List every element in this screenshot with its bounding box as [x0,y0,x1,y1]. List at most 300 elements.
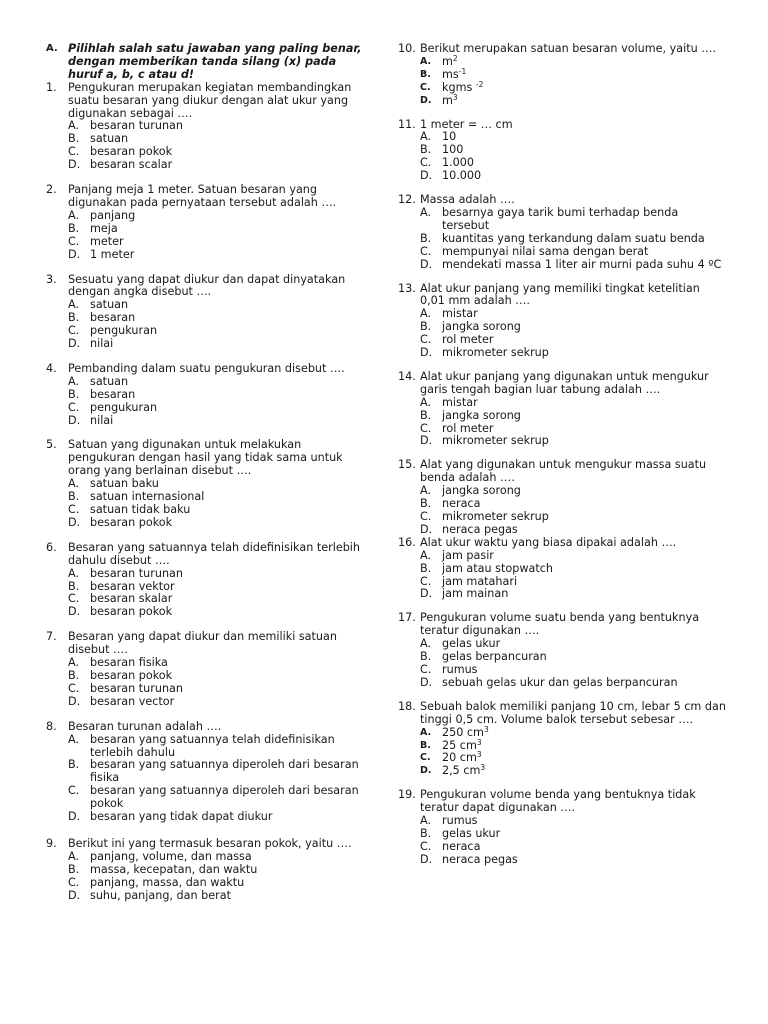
option-text-value: jangka sorong [442,484,521,498]
option-text [442,170,728,183]
question-number: 14. [398,369,416,383]
option-text [442,79,728,95]
question-number: 16. [398,535,416,549]
option-text [90,890,366,903]
option-letter: B. [68,221,80,235]
question-text: Berikut merupakan satuan besaran volume, yaitu …. [420,42,716,55]
option-text-value: meja [90,221,118,235]
question-text: Alat ukur panjang yang digunakan untuk mengukur garis tengah bagian luar tabung adalah …. [420,369,709,396]
options-list [420,308,728,360]
question-number: 17. [398,611,416,625]
question-body [420,789,728,866]
option-letter: D. [68,515,81,529]
option-letter: D. [420,346,433,360]
option-letter: A. [420,395,432,409]
option-letter: C. [420,752,431,764]
question [398,371,728,448]
option-text-value: mikrometer sekrup [442,510,549,523]
option-letter: C. [420,421,432,435]
option-text [90,696,366,709]
option-text-value: rumus [442,662,478,676]
option-text [90,325,366,338]
question [46,82,366,172]
option-superscript: -1 [458,66,467,76]
option-text [90,210,366,223]
option-letter: A. [420,548,432,562]
question-text: Alat ukur panjang yang memiliki tingkat ketelitian 0,01 mm adalah …. [420,281,700,308]
question-number: 11. [398,117,416,131]
option-text-value: neraca [442,839,481,853]
option-text [442,207,728,233]
option-text-value: 10 [442,130,457,144]
option-text-value: 20 cm [442,751,477,765]
option-text-value: gelas ukur [442,637,501,651]
option-letter: A. [68,298,80,312]
options-list [68,120,366,172]
option-letter: B. [420,408,432,422]
option-text [90,223,366,236]
question [398,537,728,602]
option-letter: D. [68,413,81,427]
option-letter: C. [68,503,80,516]
question-body [420,701,728,778]
question [398,701,728,778]
option-text-value: satuan baku [90,477,159,491]
question-body [68,542,366,619]
question [398,283,728,360]
option-letter: D. [68,810,81,824]
option-text-value: nilai [90,413,114,427]
option-letter: C. [420,81,431,93]
option-text [442,724,728,740]
question-number: 2. [46,183,57,197]
option-text-value: 2,5 cm [442,764,481,778]
option-letter: D. [68,605,81,619]
option-text [442,854,728,867]
question [398,459,728,536]
option-text-value: besaran turunan [90,681,183,695]
option-text [442,347,728,360]
option-text [90,120,366,133]
option-letter: A. [420,726,432,738]
option-text [90,415,366,428]
option-text-value: mikrometer sekrup [442,434,549,448]
question-text: Sebuah balok memiliki panjang 10 cm, lebar 5 cm dan tinggi 0,5 cm. Volume balok tersebut sebesar …. [420,699,726,726]
instruction-letter: A. [46,43,58,54]
option-text-value: suhu, panjang, dan berat [90,888,231,902]
option-text [442,435,728,448]
option-letter: D. [68,694,81,708]
option-text [442,92,728,108]
question-text: 1 meter = … cm [420,117,513,131]
option-text-value: satuan [90,374,129,388]
options-list [68,851,366,903]
option-letter: C. [420,156,432,170]
question [46,274,366,351]
question-number: 13. [398,281,416,295]
option-letter: A. [68,208,80,222]
option-letter: B. [68,668,80,682]
option-text-value: mistar [442,395,478,409]
option-text [90,734,366,760]
question-text: Besaran turunan adalah …. [68,719,222,733]
options-list [420,131,728,183]
question-body [68,274,366,351]
option-text-value: jam mainan [442,587,509,601]
question-text: Alat ukur waktu yang biasa dipakai adalah …. [420,535,677,549]
option-letter: B. [420,320,432,334]
answer-option [420,677,728,690]
option-text-value: m [442,54,453,68]
option-text-value: panjang, volume, dan massa [90,849,252,863]
question-body [68,631,366,708]
option-superscript: 3 [476,737,482,747]
question-text: Panjang meja 1 meter. Satuan besaran yang digunakan pada pernyataan tersebut adalah …. [68,183,337,209]
option-text-value: 100 [442,143,464,157]
option-text-value: besaran pokok [90,605,173,619]
option-text [90,759,366,785]
option-letter: B. [420,68,431,80]
answer-option [68,159,366,172]
option-letter: C. [420,510,432,523]
option-letter: D. [420,765,432,777]
question-text: Satuan yang digunakan untuk melakukan pengukuran dengan hasil yang tidak sama untuk orang yang berlainan disebut …. [68,438,343,478]
options-list [420,550,728,602]
option-text-value: ms [442,67,459,81]
option-text [442,765,728,778]
option-text-value: satuan [90,298,129,312]
answer-option [68,517,366,530]
option-text-value: besaran turunan [90,119,183,133]
option-text [442,651,728,664]
instruction-text: Pilihlah salah satu jawaban yang paling benar, dengan memberikan tanda silang (x) pada huruf a, b, c atau d! [68,42,362,81]
options-list [68,568,366,620]
option-text [442,144,728,157]
option-text-value: gelas berpancuran [442,650,547,664]
option-text-value: satuan tidak baku [90,503,191,516]
options-list [68,478,366,530]
option-letter: A. [68,477,80,491]
question-number: 7. [46,630,57,644]
question [46,721,366,824]
answer-option [68,785,366,811]
option-text-value: rol meter [442,421,494,435]
option-letter: B. [68,862,80,876]
option-text-value: 250 cm [442,725,484,739]
option-letter: A. [420,55,432,67]
question [46,363,366,428]
question-body [68,439,366,529]
option-text-value: besaran [90,311,136,325]
option-text [90,606,366,619]
answer-option [68,415,366,428]
question-number: 4. [46,361,57,375]
option-letter: B. [68,387,80,401]
answer-option [420,207,728,233]
question-number: 5. [46,438,57,452]
option-text-value: jangka sorong [442,320,521,334]
question-body [68,184,366,261]
question-body [420,194,728,271]
option-text [90,785,366,811]
options-list [420,207,728,272]
option-text-value: besaran skalar [90,592,173,606]
option-superscript: 3 [480,763,486,773]
question-body [420,612,728,689]
option-text [442,524,728,537]
option-superscript: 3 [483,724,489,734]
question-text: Sesuatu yang dapat diukur dan dapat dinyatakan dengan angka disebut …. [68,272,346,299]
option-letter: A. [68,374,80,388]
options-list [420,638,728,690]
question [46,542,366,619]
option-letter: B. [68,311,80,325]
question-body [68,363,366,428]
option-text [442,157,728,170]
option-letter: B. [420,231,432,245]
option-letter: D. [420,434,433,448]
option-letter: B. [420,561,432,575]
option-letter: A. [420,205,432,219]
options-list [420,815,728,867]
options-list [68,376,366,428]
option-text-value: panjang [90,208,136,222]
question [46,631,366,708]
question [46,439,366,529]
option-text-value: 1.000 [442,156,475,170]
option-text-value: neraca pegas [442,522,518,536]
option-text-value: pengukuran [90,324,158,338]
question-text: Massa adalah …. [420,193,515,207]
question-body [420,43,728,108]
option-text-value: rumus [442,814,478,828]
answer-option [420,524,728,537]
option-text [442,737,728,753]
question-text: Pengukuran merupakan kegiatan membandingkan suatu besaran yang diukur dengan alat ukur yang digunakan sebagai …. [68,80,352,120]
left-column [46,43,366,902]
option-text-value: meter [90,234,124,248]
option-letter: A. [68,119,80,133]
option-text [90,249,366,262]
option-letter: C. [68,145,80,159]
options-list [68,734,366,824]
option-text [442,485,728,498]
answer-option [420,854,728,867]
options-list [68,299,366,351]
option-letter: C. [420,839,432,853]
answer-option [68,759,366,785]
option-text-value: besaran vector [90,694,175,708]
question [398,612,728,689]
option-text-value: 1 meter [90,247,135,261]
question-number: 18. [398,699,416,713]
question-body [420,119,728,184]
option-text-value: besaran turunan [90,566,183,580]
option-text [442,677,728,690]
option-text-value: nilai [90,337,114,351]
option-text-value: massa, kecepatan, dan waktu [90,862,258,876]
option-text-value: besaran fisika [90,656,168,670]
question-number: 9. [46,836,57,850]
answer-option [68,890,366,903]
option-text-value: besaran pokok [90,145,173,159]
option-letter: A. [68,732,80,746]
option-text-value: satuan internasional [90,490,205,504]
question-number: 6. [46,540,57,554]
option-text-value: jam matahari [442,574,518,588]
option-letter: A. [420,484,432,498]
option-letter: A. [68,656,80,670]
answer-option [420,131,728,144]
option-superscript: 3 [452,92,458,102]
option-letter: B. [420,650,432,664]
option-text [442,828,728,841]
option-letter: B. [420,826,432,840]
option-letter: D. [420,675,433,689]
option-letter: A. [68,566,80,580]
option-text [442,131,728,144]
option-text-value: besaran yang tidak dapat diukur [90,810,273,824]
option-text-value: besaran yang satuannya telah didefinisikan terlebih dahulu [90,732,335,759]
question [398,119,728,184]
options-list [68,657,366,709]
question [46,838,366,903]
option-letter: C. [420,244,432,258]
option-letter: A. [420,814,432,828]
option-text-value: 10.000 [442,169,482,183]
question-number: 10. [398,42,416,55]
question-body [420,537,728,602]
option-letter: B. [68,132,80,146]
option-text [442,259,728,272]
option-letter: C. [68,400,80,414]
question-body [68,82,366,172]
answer-option [420,765,728,778]
option-letter: D. [420,257,433,271]
option-letter: D. [68,247,81,261]
option-text-value: besaran pokok [90,515,173,529]
option-text [90,517,366,530]
option-text [90,159,366,172]
options-list [420,485,728,537]
option-letter: C. [68,681,80,695]
option-text-value: jam pasir [442,548,494,562]
answer-option [420,588,728,601]
answer-option [420,435,728,448]
question-body [420,371,728,448]
answer-option [68,696,366,709]
option-text-value: sebuah gelas ukur dan gelas berpancuran [442,675,678,689]
question-text: Pembanding dalam suatu pengukuran disebut …. [68,361,345,375]
option-text-value: mempunyai nilai sama dengan berat [442,244,649,258]
question [46,184,366,261]
option-text-value: besaran pokok [90,668,173,682]
question-body [68,721,366,824]
option-text [442,66,728,82]
option-letter: A. [420,130,432,144]
option-letter: A. [68,849,80,863]
option-text-value: besarnya gaya tarik bumi terhadap benda tersebut [442,205,679,232]
option-letter: D. [68,888,81,902]
option-text [90,338,366,351]
option-letter: C. [420,333,432,347]
option-letter: B. [68,579,80,593]
question-text: Besaran yang satuannya telah didefinisikan terlebih dahulu disebut …. [68,540,361,567]
option-letter: C. [68,784,80,798]
option-letter: B. [68,758,80,772]
question-text: Besaran yang dapat diukur dan memiliki satuan disebut …. [68,630,337,657]
option-text-value: mendekati massa 1 liter air murni pada suhu 4 ºC [442,257,722,271]
option-letter: B. [420,143,432,157]
question-text: Pengukuran volume suatu benda yang bentuknya teratur digunakan …. [420,611,700,638]
option-letter: D. [420,522,433,536]
option-text-value: jam atau stopwatch [442,561,553,575]
answer-option [68,338,366,351]
option-letter: D. [68,158,81,172]
answer-option [420,92,728,108]
answer-option [420,259,728,272]
option-text-value: neraca pegas [442,852,518,866]
answer-option [68,811,366,824]
option-superscript: -2 [475,79,484,89]
option-letter: D. [420,587,433,601]
option-letter: C. [420,574,432,588]
question-number: 3. [46,272,57,286]
option-superscript: 3 [476,750,482,760]
option-letter: B. [420,739,431,751]
option-letter: C. [68,234,80,248]
options-list [420,53,728,108]
question-text: Pengukuran volume benda yang bentuknya tidak teratur dapat digunakan …. [420,788,696,815]
answer-option [68,249,366,262]
option-text-value: panjang, massa, dan waktu [90,875,245,889]
option-letter: D. [420,94,432,106]
option-letter: C. [68,324,80,338]
option-text-value: mistar [442,307,478,321]
question-number: 1. [46,80,57,94]
question-text: Alat yang digunakan untuk mengukur massa suatu benda adalah …. [420,458,707,485]
option-letter: A. [420,637,432,651]
option-text-value: besaran vektor [90,579,175,593]
option-text-value: mikrometer sekrup [442,346,549,360]
option-text-value: kuantitas yang terkandung dalam suatu benda [442,231,705,245]
option-letter: B. [68,490,80,504]
option-text [442,53,728,69]
answer-option [68,734,366,760]
options-list [420,724,728,779]
option-text-value: pengukuran [90,400,158,414]
answer-option [68,606,366,619]
right-column [398,43,728,867]
option-superscript: 2 [452,53,458,63]
option-letter: C. [68,875,80,889]
option-text-value: gelas ukur [442,826,501,840]
option-text-value: 25 cm [442,738,477,752]
question-number: 8. [46,719,57,733]
option-letter: D. [68,337,81,351]
option-letter: C. [68,592,80,606]
option-text [90,811,366,824]
options-list [68,210,366,262]
answer-option [420,347,728,360]
option-text-value: satuan [90,132,129,146]
option-letter: A. [420,307,432,321]
option-text-value: neraca [442,497,481,511]
options-list [420,397,728,449]
question-body [68,838,366,903]
instruction [46,43,366,82]
option-text-value: besaran scalar [90,158,173,172]
